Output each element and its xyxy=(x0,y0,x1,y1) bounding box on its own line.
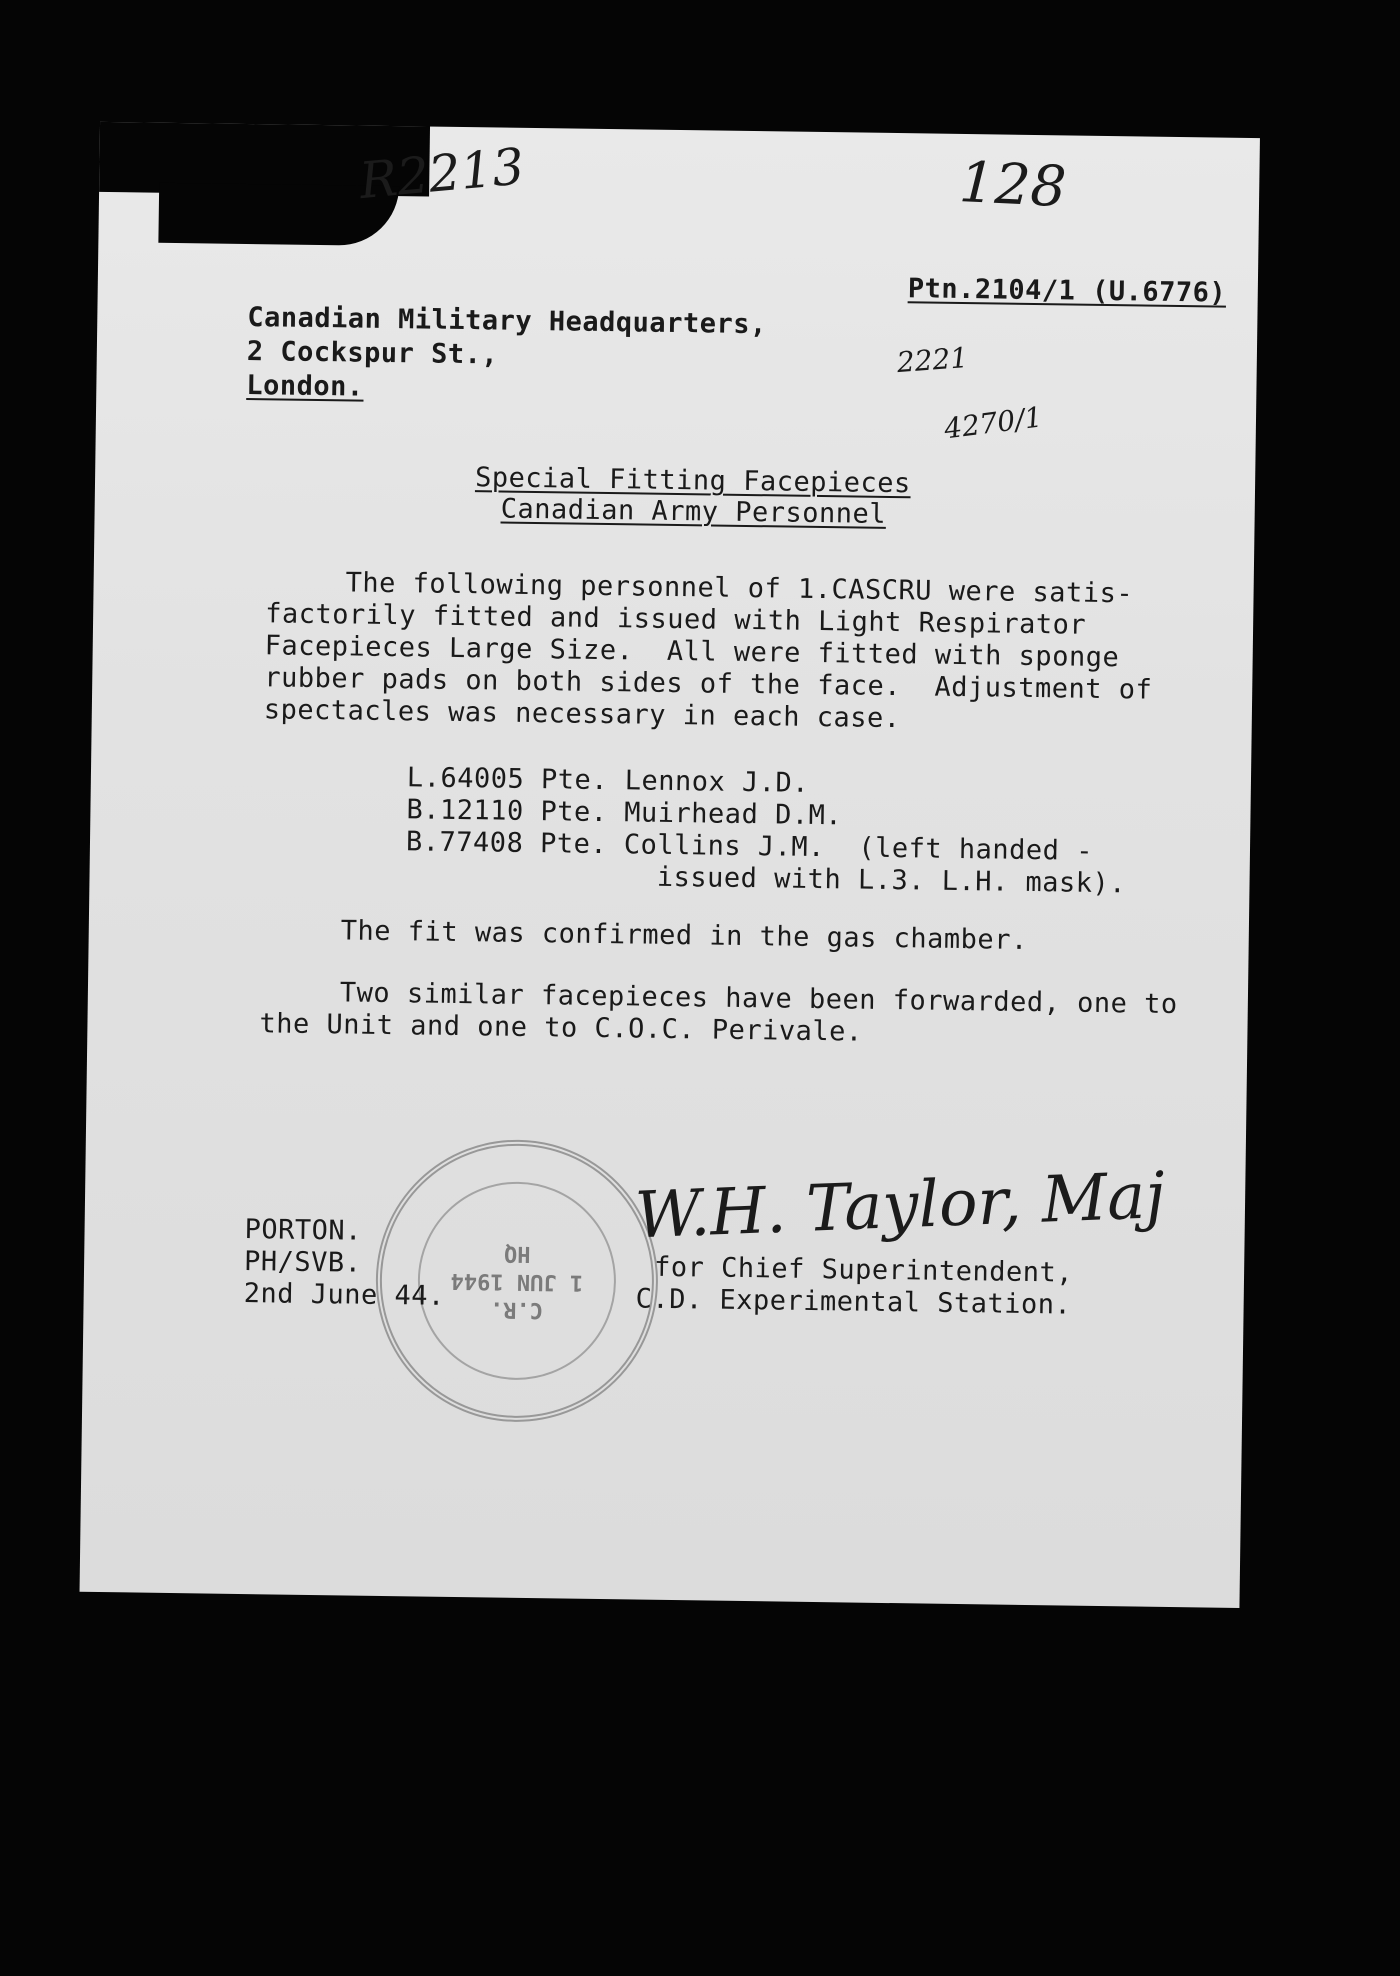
personnel-entry: B.12110 Pte. Muirhead D.M. xyxy=(406,794,843,832)
stamp-line: 1 JUN 1944 xyxy=(450,1267,584,1295)
address-line: Canadian Military Headquarters, xyxy=(247,301,767,341)
stamp-text xyxy=(450,1238,584,1324)
body-line: the Unit and one to C.O.C. Perivale. xyxy=(259,1008,863,1048)
subject-line: Special Fitting Facepieces xyxy=(474,462,911,500)
body-line: spectacles was necessary in each case. xyxy=(263,694,901,735)
body-line: Two similar facepieces have been forwarded, one to xyxy=(339,977,1178,1021)
handwritten-note-a: 2221 xyxy=(895,340,970,380)
signature-line: C.D. Experimental Station. xyxy=(635,1283,1072,1321)
personnel-entry: L.64005 Pte. Lennox J.D. xyxy=(406,762,810,799)
body-line: factorily fitted and issued with Light Respirator xyxy=(264,598,1087,641)
body-line: rubber pads on both sides of the face. Adjustment of xyxy=(264,662,1153,706)
handwritten-folio-number: 128 xyxy=(957,150,1068,221)
footer-line: PH/SVB. xyxy=(243,1246,362,1279)
handwritten-file-number: R2213 xyxy=(357,137,527,211)
body-line: Facepieces Large Size. All were fitted with sponge xyxy=(264,630,1120,674)
stamp-line: C.R. xyxy=(489,1296,544,1323)
address-line: London. xyxy=(246,369,364,403)
signature-line: for Chief Superintendent, xyxy=(653,1251,1074,1289)
personnel-entry: B.77408 Pte. Collins J.M. (left handed - xyxy=(405,826,1094,867)
subject-line: Canadian Army Personnel xyxy=(500,493,887,530)
body-paragraph-2: The fit was confirmed in the gas chamber. xyxy=(340,915,1028,956)
address-line: 2 Cockspur St., xyxy=(246,335,499,371)
personnel-entry: issued with L.3. L.H. mask). xyxy=(405,858,1127,900)
footer-line: 2nd June 44. xyxy=(243,1278,445,1312)
signature: W.H. Taylor, Maj xyxy=(633,1159,1167,1254)
body-line: The following personnel of 1.CASCRU were satis- xyxy=(345,567,1134,610)
reference-number: Ptn.2104/1 (U.6776) xyxy=(907,273,1227,309)
stamp-line: HQ xyxy=(503,1240,531,1267)
handwritten-note-b: 4270/1 xyxy=(942,400,1045,446)
document-page xyxy=(80,122,1260,1608)
footer-line: PORTON. xyxy=(244,1214,363,1247)
